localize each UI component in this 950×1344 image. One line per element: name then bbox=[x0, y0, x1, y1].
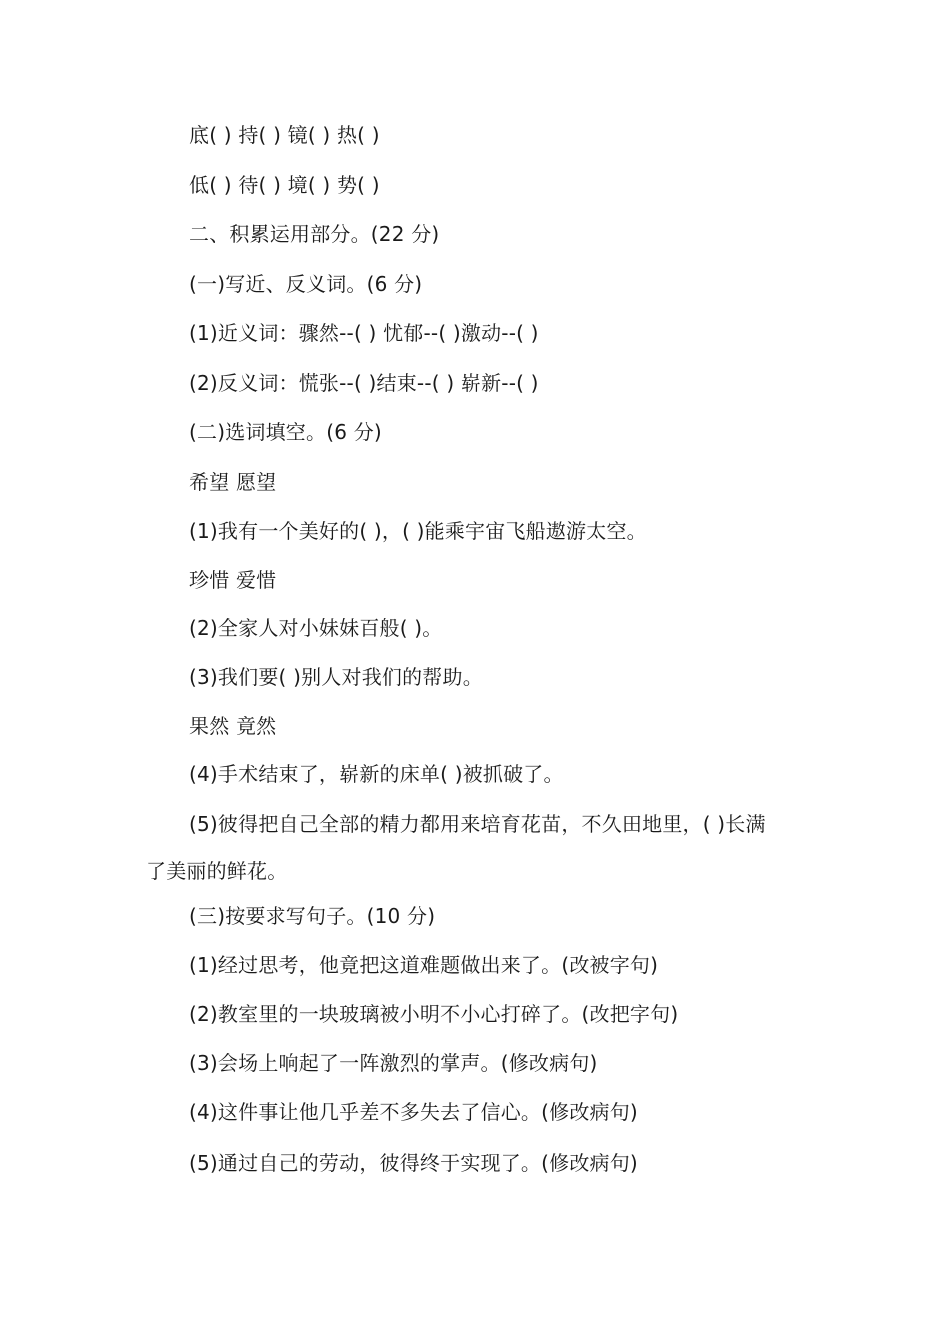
antonym-question: (2)反义词：慌张--( )结束--( ) 崭新--( ) bbox=[189, 371, 539, 395]
fill-blank-question-5-continued: 了美丽的鲜花。 bbox=[146, 859, 288, 883]
sentence-question-1: (1)经过思考，他竟把这道难题做出来了。(改被字句) bbox=[189, 953, 659, 977]
word-choice-pair-1: 希望 愿望 bbox=[189, 470, 277, 494]
fill-blank-question-2: (2)全家人对小妹妹百般( )。 bbox=[189, 616, 443, 640]
text-line-1: 底( ) 持( ) 镜( ) 热( ) bbox=[189, 123, 380, 147]
fill-blank-question-4: (4)手术结束了，崭新的床单( )被抓破了。 bbox=[189, 762, 564, 786]
subsection-heading-3: (三)按要求写句子。(10 分) bbox=[189, 904, 436, 928]
fill-blank-question-1: (1)我有一个美好的( )，( )能乘宇宙飞船遨游太空。 bbox=[189, 519, 647, 543]
subsection-heading-2: (二)选词填空。(6 分) bbox=[189, 420, 382, 444]
sentence-question-3: (3)会场上响起了一阵激烈的掌声。(修改病句) bbox=[189, 1051, 598, 1075]
sentence-question-2: (2)教室里的一块玻璃被小明不小心打碎了。(改把字句) bbox=[189, 1002, 679, 1026]
fill-blank-question-5: (5)彼得把自己全部的精力都用来培育花苗，不久田地里，( )长满 bbox=[189, 812, 766, 836]
word-choice-pair-2: 珍惜 爱惜 bbox=[189, 568, 277, 592]
section-heading-2: 二、积累运用部分。(22 分) bbox=[189, 222, 440, 246]
word-choice-pair-3: 果然 竟然 bbox=[189, 714, 277, 738]
synonym-question: (1)近义词：骤然--( ) 忧郁--( )激动--( ) bbox=[189, 321, 539, 345]
text-line-2: 低( ) 待( ) 境( ) 势( ) bbox=[189, 173, 380, 197]
sentence-question-4: (4)这件事让他几乎差不多失去了信心。(修改病句) bbox=[189, 1100, 638, 1124]
fill-blank-question-3: (3)我们要( )别人对我们的帮助。 bbox=[189, 665, 483, 689]
subsection-heading-1: (一)写近、反义词。(6 分) bbox=[189, 272, 423, 296]
sentence-question-5: (5)通过自己的劳动，彼得终于实现了。(修改病句) bbox=[189, 1151, 638, 1175]
